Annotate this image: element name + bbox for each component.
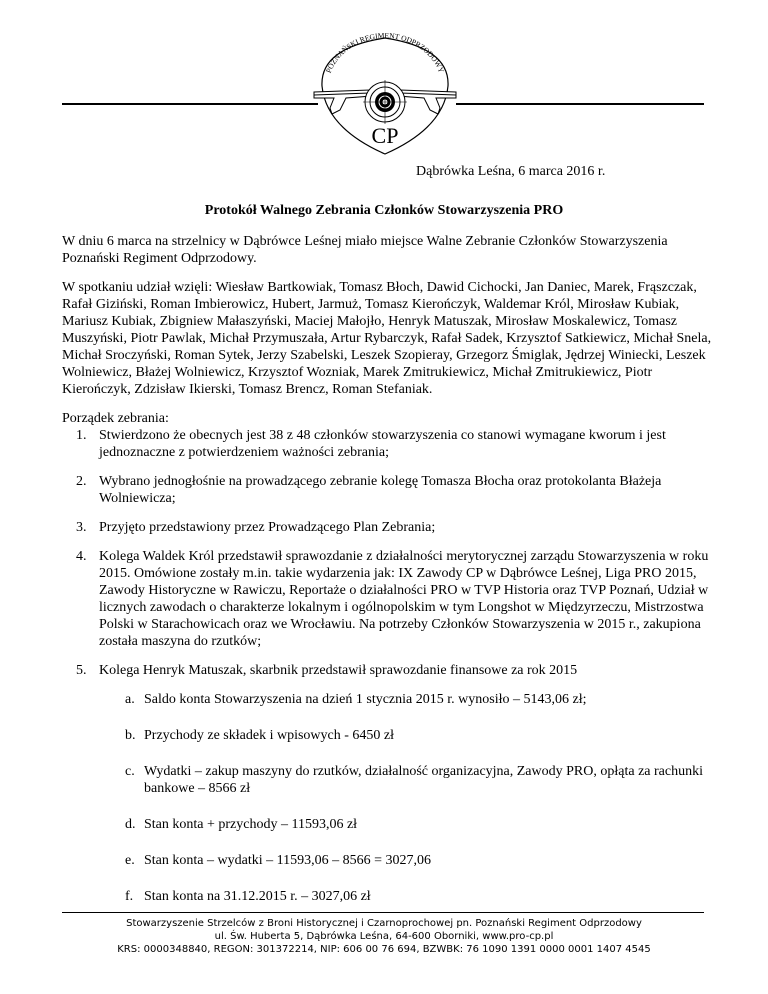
footer-rule [62, 912, 704, 913]
agenda-item-number: 2. [76, 474, 87, 489]
regiment-logo [300, 30, 470, 160]
finance-item [99, 816, 722, 833]
agenda-item [62, 519, 722, 536]
finance-item-letter: f. [125, 889, 134, 904]
logo-ring-text: POZNAŃSKI REGIMENT ODPRZODOWY [323, 30, 447, 75]
footer-line-association: Stowarzyszenie Strzelców z Broni Historycznej i Czarnoprochowej pn. Poznański Regiment Odprzodowy [126, 918, 642, 929]
agenda-item-text: Stwierdzono że obecnych jest 38 z 48 członków stowarzyszenia co stanowi wymagane kworum i jest jednoznaczne z potwierdzeniem ważności zebrania; [99, 428, 666, 460]
finance-item-text: Stan konta + przychody – 11593,06 zł [144, 817, 358, 832]
agenda-item [62, 473, 722, 507]
finance-item-letter: e. [125, 853, 135, 868]
agenda-item-number: 1. [76, 428, 87, 443]
finance-item-letter: a. [125, 692, 135, 707]
finance-item-text: Stan konta – wydatki – 11593,06 – 8566 = 3027,06 [144, 853, 431, 868]
finance-item-text: Stan konta na 31.12.2015 r. – 3027,06 zł [144, 889, 371, 904]
document-title: Protokół Walnego Zebrania Członków Stowarzyszenia PRO [204, 203, 564, 218]
document-body [62, 233, 722, 924]
agenda-heading: Porządek zebrania: [62, 411, 169, 426]
header-rule-left [62, 103, 318, 105]
finance-item [99, 852, 722, 869]
agenda-item [62, 662, 722, 905]
place-date: Dąbrówka Leśna, 6 marca 2016 r. [416, 164, 606, 179]
logo-monogram: CP [371, 123, 399, 148]
agenda-item [62, 548, 722, 650]
finance-item-text: Przychody ze składek i wpisowych - 6450 zł [144, 728, 394, 743]
agenda-item-text: Wybrano jednogłośnie na prowadzącego zebranie kolegę Tomasza Błocha oraz protokolanta Błażeja Wolniewicza; [99, 474, 662, 506]
agenda-item-text: Przyjęto przedstawiony przez Prowadzącego Plan Zebrania; [99, 520, 436, 535]
finance-item [99, 888, 722, 905]
agenda-list [62, 427, 722, 905]
header-rule-right [456, 103, 704, 105]
agenda-item-text: Kolega Waldek Król przedstawił sprawozdanie z działalności merytorycznej zarządu Stowarzyszenia w roku 2015. Omówione zostały m.in. takie wydarzenia jak: IX Zawody CP w Dąbrówce Leśnej, Liga PRO 2015, Zawody Historyczne w Rawiczu, Reportaże o działalności PRO w TVP Historia oraz TVP Poznań, Udział w licznych zawodach o charakterze lokalnym i ogólnopolskim w tym Longshot w Międzyrzeczu, Mistrzostwa Polski w Starachowicach oraz we Wrocławiu. Na potrzeby Członków Stowarzyszenia w 2015 r., zakupiona została maszyna do rzutków; [99, 549, 709, 649]
agenda-item-number: 5. [76, 663, 87, 678]
agenda-item-number: 4. [76, 549, 87, 564]
finance-item-text: Wydatki – zakup maszyny do rzutków, działalność organizacyjna, Zawody PRO, opłąta za rachunki bankowe – 8566 zł [144, 764, 703, 796]
agenda-item [62, 427, 722, 461]
finance-item-letter: d. [125, 817, 136, 832]
finance-list [99, 691, 722, 905]
agenda-item-number: 3. [76, 520, 87, 535]
footer-line-registry: KRS: 0000348840, REGON: 301372214, NIP: 606 00 76 694, BZWBK: 76 1090 1391 0000 0001 1407 4545 [117, 944, 651, 955]
finance-item [99, 691, 722, 708]
page-footer [0, 917, 768, 956]
finance-item [99, 727, 722, 744]
intro-paragraph: W dniu 6 marca na strzelnicy w Dąbrówce Leśnej miało miejsce Walne Zebranie Członków Stowarzyszenia Poznański Regiment Odprzodowy. [62, 234, 668, 266]
footer-line-address: ul. Św. Huberta 5, Dąbrówka Leśna, 64-600 Oborniki, www.pro-cp.pl [214, 931, 554, 942]
finance-item-letter: b. [125, 728, 136, 743]
finance-item-text: Saldo konta Stowarzyszenia na dzień 1 stycznia 2015 r. wynosiło – 5143,06 zł; [144, 692, 587, 707]
finance-item [99, 763, 722, 797]
agenda-item-text: Kolega Henryk Matuszak, skarbnik przedstawił sprawozdanie finansowe za rok 2015 [99, 663, 578, 678]
finance-item-letter: c. [125, 764, 135, 779]
attendance-paragraph: W spotkaniu udział wzięli: Wiesław Bartkowiak, Tomasz Błoch, Dawid Cichocki, Jan Daniec, Marek, Frąszczak, Rafał Giziński, Roman Imbierowicz, Hubert, Jarmuż, Tomasz Kierończyk, Waldemar Król, Mirosław Kubiak, Mariusz Kubiak, Zbigniew Małaszyński, Maciej Małojło, Henryk Matuszak, Mirosław Moskalewicz, Tomasz Muszyński, Piotr Pawlak, Michał Przymuszała, Artur Rybarczyk, Rafał Sadek, Krzysztof Satkiewicz, Michał Snela, Michał Sroczyński, Roman Sytek, Jerzy Szabelski, Leszek Szopieray, Grzegorz Śmiglak, Jędrzej Winiecki, Leszek Wolniewicz, Błażej Wolniewicz, Krzysztof Wozniak, Marek Zmitrukiewicz, Michał Zmitrukiewicz, Piotr Kierończyk, Zdzisław Ikierski, Tomasz Brencz, Roman Stefaniak. [62, 280, 712, 397]
